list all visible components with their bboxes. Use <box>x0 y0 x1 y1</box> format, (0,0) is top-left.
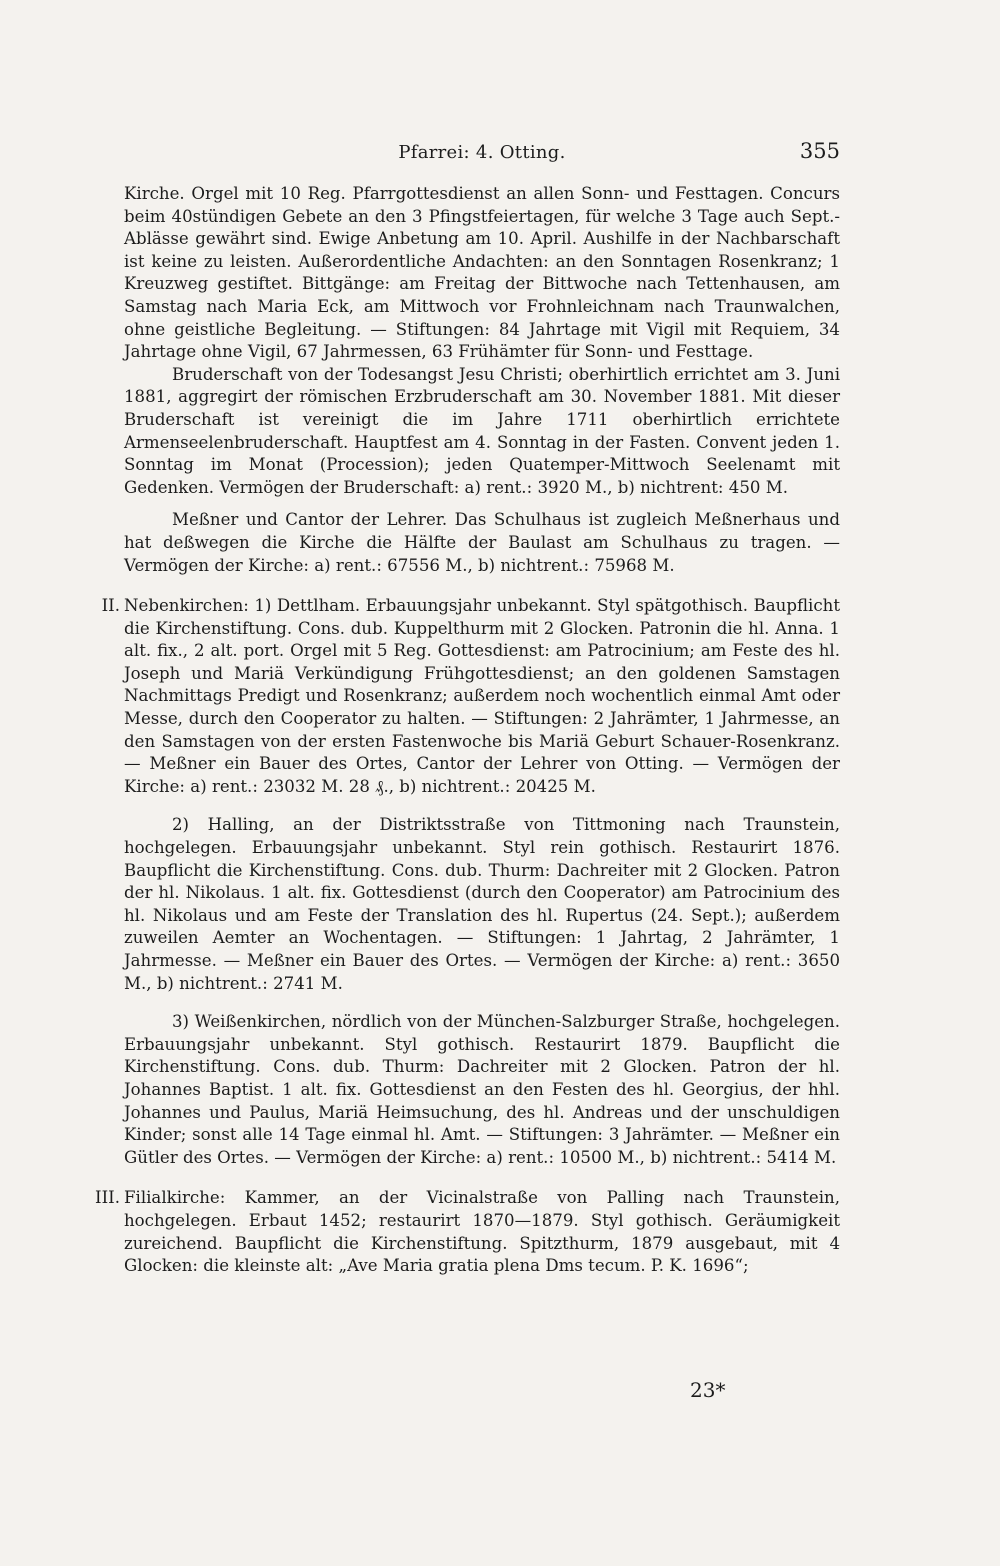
running-title: Pfarrei: 4. Otting. <box>398 142 566 163</box>
paragraph-messner: Meßner und Cantor der Lehrer. Das Schulhaus ist zugleich Meßnerhaus und hat deßwegen die Kirche die Hälfte der Baulast am Schulhaus zu tragen. — Vermögen der Kirche: a) rent.: 67556 M., b) nichtrent.: 75968 M. <box>124 510 840 575</box>
section-nebenkirchen <box>101 595 840 798</box>
page-body <box>95 183 840 1278</box>
section-number-2: II. <box>101 596 120 616</box>
paragraph-weissenkirchen: 3) Weißenkirchen, nördlich von der München-Salzburger Straße, hochgelegen. Erbauungsjahr unbekannt. Styl gothisch. Restaurirt 1879. Baupflicht die Kirchenstiftung. Cons. dub. Thurm: Dachreiter mit 2 Glocken. Patron der hl. Johannes Baptist. 1 alt. fix. Gottesdienst an den Festen des hl. Georgius, der hhl. Johannes und Paulus, Mariä Heimsuchung, des hl. Andreas und der unschuldigen Kinder; sonst alle 14 Tage einmal hl. Amt. — Stiftungen: 3 Jahrämter. — Meßner ein Gütler des Ortes. — Vermögen der Kirche: a) rent.: 10500 M., b) nichtrent.: 5414 M. <box>124 1012 840 1167</box>
paragraph-nebenkirchen-dettlham: Nebenkirchen: 1) Dettlham. Erbauungsjahr unbekannt. Styl spätgothisch. Baupflicht die Kirchenstiftung. Cons. dub. Kuppelthurm mit 2 Glocken. Patronin die hl. Anna. 1 alt. fix., 2 alt. port. Orgel mit 5 Reg. Gottesdienst: am Patrocinium; am Feste des hl. Joseph und Mariä Verkündigung Frühgottesdienst; an den goldenen Samstagen Nachmittags Predigt und Rosenkranz; außerdem noch wochentlich einmal Amt oder Messe, durch den Cooperator zu halten. — Stiftungen: 2 Jahrämter, 1 Jahrmesse, an den Samstagen von der ersten Fastenwoche bis Mariä Geburt Schauer-Rosenkranz. — Meßner ein Bauer des Ortes, Cantor der Lehrer von Otting. — Vermögen der Kirche: a) rent.: 23032 M. 28 ₰., b) nichtrent.: 20425 M. <box>124 596 840 796</box>
paragraph-bruderschaft: Bruderschaft von der Todesangst Jesu Christi; oberhirtlich errichtet am 3. Juni 1881, aggregirt der römischen Erzbruderschaft am 30. November 1881. Mit dieser Bruderschaft ist vereinigt die im Jahre 1711 oberhirtlich errichtete Armenseelenbruderschaft. Hauptfest am 4. Sonntag in der Fasten. Convent jeden 1. Sonntag im Monat (Procession); jeden Quatemper-Mittwoch Seelenamt mit Gedenken. Vermögen der Bruderschaft: a) rent.: 3920 M., b) nichtrent: 450 M. <box>124 364 840 497</box>
paragraph-pfarrkirche-continued: Kirche. Orgel mit 10 Reg. Pfarrgottesdienst an allen Sonn- und Festtagen. Concurs beim 40stündigen Gebete an den 3 Pfingstfeiertagen, für welche 3 Tage auch Sept.-Ablässe gewährt sind. Ewige Anbetung am 10. April. Aushilfe in der Nachbarschaft ist keine zu leisten. Außerordentliche Andachten: an den Sonntagen Rosenkranz; 1 Kreuzweg gestiftet. Bittgänge: am Freitag der Bittwoche nach Tettenhausen, am Samstag nach Maria Eck, am Mittwoch vor Frohnleichnam nach Traunwalchen, ohne geistliche Begleitung. — Stiftungen: 84 Jahrtage mit Vigil mit Requiem, 34 Jahrtage ohne Vigil, 67 Jahrmessen, 63 Frühämter für Sonn- und Festtage. <box>124 184 840 362</box>
paragraph-halling: 2) Halling, an der Distriktsstraße von Tittmoning nach Traunstein, hochgelegen. Erbauungsjahr unbekannt. Styl rein gothisch. Restaurirt 1876. Baupflicht die Kirchenstiftung. Cons. dub. Thurm: Dachreiter mit 2 Glocken. Patron der hl. Nikolaus. 1 alt. fix. Gottesdienst (durch den Cooperator) am Patrocinium des hl. Nikolaus und am Feste der Translation des hl. Rupertus (24. Sept.); außerdem zuweilen Aemter an Wochentagen. — Stiftungen: 1 Jahrtag, 2 Jahrämter, 1 Jahrmesse. — Meßner ein Bauer des Ortes. — Vermögen der Kirche: a) rent.: 3650 M., b) nichtrent.: 2741 M. <box>124 815 840 993</box>
section-filialkirche <box>95 1187 840 1277</box>
section-number-3: III. <box>95 1188 120 1208</box>
page-number: 355 <box>799 139 840 163</box>
paragraph-filialkirche-kammer: Filialkirche: Kammer, an der Vicinalstraße von Palling nach Traunstein, hochgelegen. Erbaut 1452; restaurirt 1870—1879. Styl gothisch. Geräumigkeit zureichend. Baupflicht die Kirchenstiftung. Spitzthurm, 1879 ausgebaut, mit 4 Glocken: die kleinste alt: „Ave Maria gratia plena Dms tecum. P. K. 1696“; <box>124 1188 840 1276</box>
sheet-signature: 23* <box>690 1378 726 1402</box>
running-head <box>124 139 840 172</box>
